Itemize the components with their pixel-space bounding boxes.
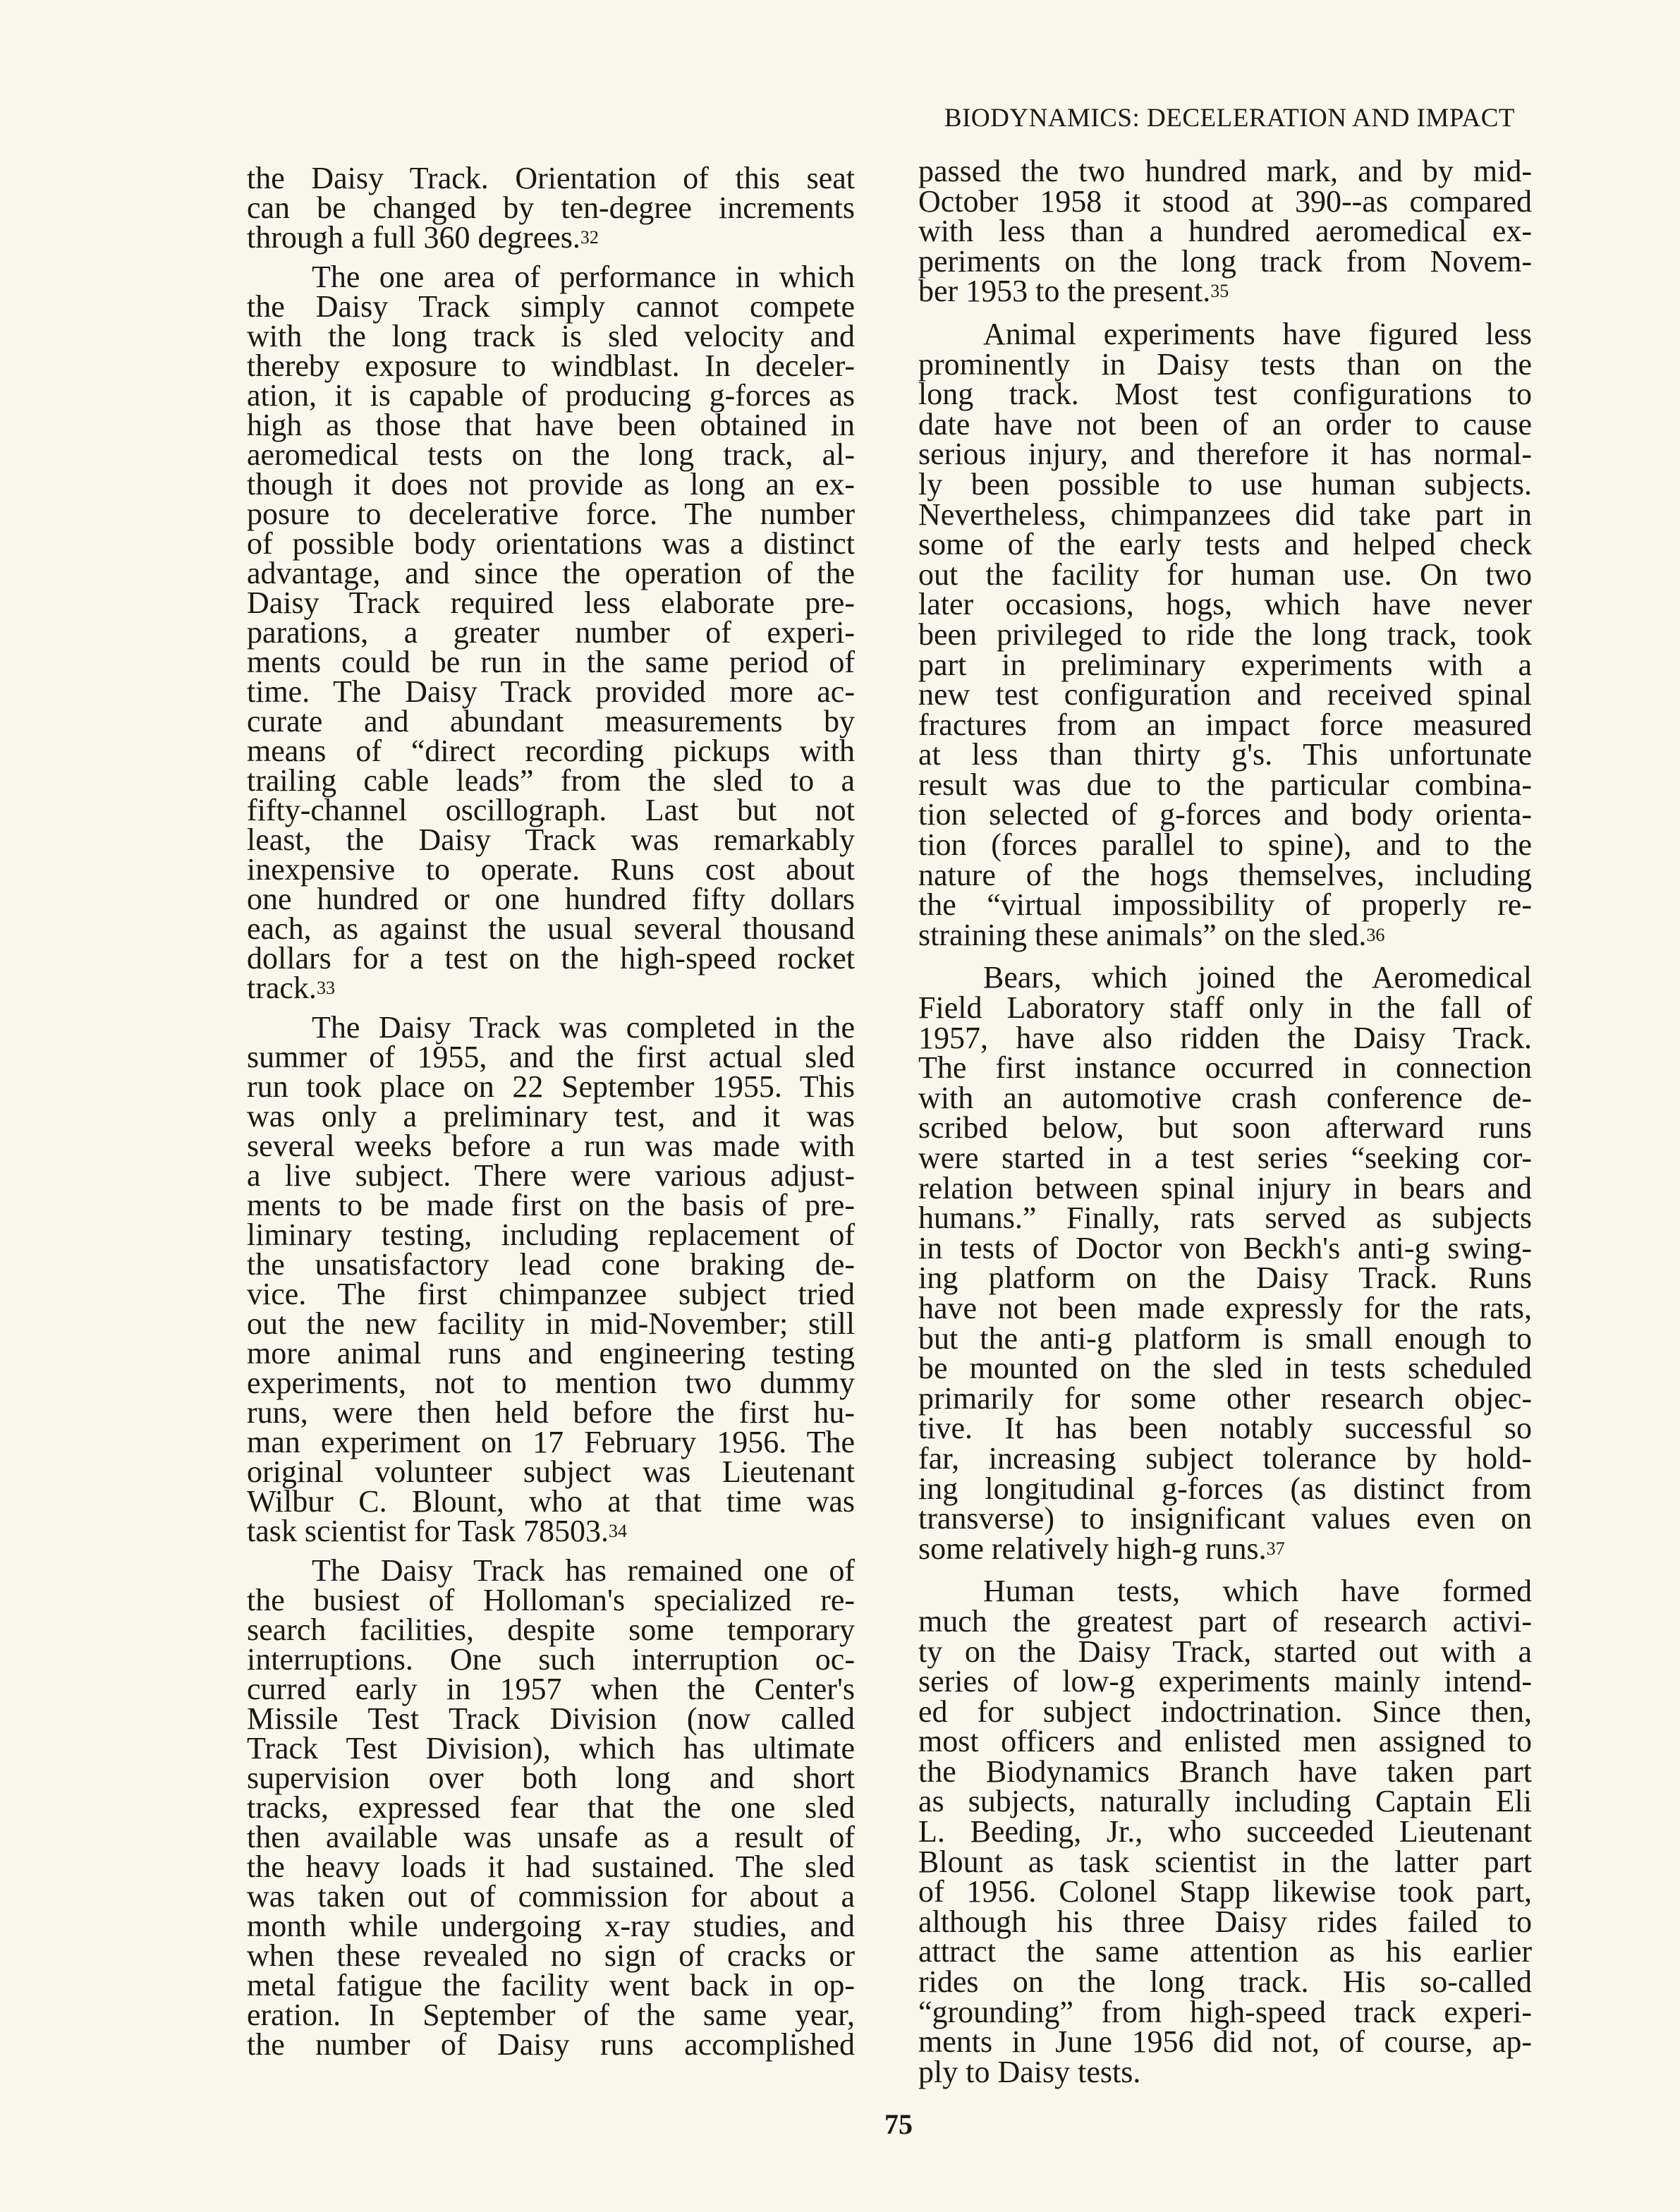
text-line [918,857,1532,892]
line-text: at less than thirty g's. This unfortunate [918,737,1532,772]
text-line [247,1879,855,1914]
line-text: the Daisy Track simply cannot compete [247,289,855,324]
text-line [918,1724,1532,1759]
line-text: advantage, and since the operation of the [247,556,855,590]
line-text: some of the early tests and helped check [918,527,1532,562]
line-text: attract the same attention as his earlier [918,1934,1532,1969]
line-text: vice. The first chimpanzee subject tried [247,1277,855,1311]
text-line [247,1553,855,1588]
line-text: with less than a hundred aeromedical ex- [918,214,1532,249]
text-line [247,1909,855,1943]
text-line [918,1634,1532,1669]
text-line [918,1290,1532,1325]
text-line [918,1844,1532,1879]
line-text: long track. Most test configurations to [918,377,1532,412]
line-text: prominently in Daisy tests than on the [918,346,1532,382]
line-text: metal fatigue the facility went back in op- [247,1968,855,2003]
text-line [918,214,1532,249]
paragraph [918,154,1532,309]
text-line [247,1672,855,1706]
text-line [918,316,1532,351]
text-line [918,1351,1532,1386]
line-text: The one area of performance in which [312,260,855,294]
text-line [247,1040,855,1074]
line-text: but the anti-g platform is small enough to [918,1320,1532,1356]
line-text: passed the two hundred mark, and by mid- [918,154,1532,188]
line-text: have not been made expressly for the rats, [918,1290,1532,1325]
text-line [918,527,1532,562]
line-text: month while undergoing x-ray studies, and [247,1909,855,1943]
text-line [918,737,1532,772]
text-line [918,1934,1532,1969]
line-text: through a full 360 degrees. [247,220,580,255]
line-text: with an automotive crash conference de- [918,1080,1532,1115]
line-text: thereby exposure to windblast. In deceler- [247,348,855,383]
text-line [918,1143,1532,1174]
line-text: fractures from an impact force measured [918,707,1532,742]
text-line [247,1158,855,1193]
line-text: much the greatest part of research activi- [918,1603,1532,1639]
line-text: most officers and enlisted men assigned to [918,1724,1532,1759]
line-text: new test configuration and received spinal [918,677,1532,712]
paragraph [247,1553,855,2062]
text-line [247,1336,855,1371]
text-line [247,882,855,916]
line-text: Daisy Track required less elaborate pre- [247,585,855,620]
line-text: the Biodynamics Branch have taken part [918,1754,1532,1789]
line-text: nature of the hogs themselves, including [918,857,1532,892]
line-text: summer of 1955, and the first actual sled [247,1040,855,1074]
paragraph [918,960,1532,1566]
text-line [918,183,1532,219]
text-line [918,1603,1532,1639]
text-line [247,1131,855,1161]
text-line [918,1020,1532,1055]
line-text: Missile Test Track Division (now called [247,1701,855,1736]
text-line [247,408,855,442]
text-line [918,1814,1532,1849]
line-text: as subjects, naturally including Captain Eli [918,1784,1532,1819]
line-text: runs, were then held before the first hu- [247,1395,855,1430]
text-line [247,674,855,709]
text-line [918,827,1532,863]
line-text: far, increasing subject tolerance by hold- [918,1440,1532,1476]
paragraph [247,262,855,1003]
line-text: scribed below, but soon afterward runs [918,1110,1532,1146]
text-line [247,852,855,887]
line-text: search facilities, despite some temporary [247,1612,855,1647]
line-text: tracks, expressed fear that the one sled [247,1790,855,1825]
text-line [247,348,855,383]
text-line [918,1080,1532,1115]
line-text: Field Laboratory staff only in the fall of [918,990,1532,1026]
text-line [918,1230,1532,1265]
line-text: dollars for a test on the high-speed rocket [247,941,855,976]
text-line [918,466,1532,502]
line-text: run took place on 22 September 1955. This [247,1069,855,1104]
text-line [918,2024,1532,2060]
line-text: original volunteer subject was Lieutenant [247,1454,855,1489]
line-text: curate and abundant measurements by [247,704,855,739]
running-header: BIODYNAMICS: DECELERATION AND IMPACT [944,104,1515,133]
line-text: eration. In September of the same year, [247,1998,855,2032]
text-line [918,379,1532,410]
line-text: Bears, which joined the Aeromedical [983,960,1532,995]
line-text: “grounding” from high-speed track experi- [918,1994,1532,2029]
line-text: been privileged to ride the long track, took [918,616,1532,652]
line-text: fifty-channel oscillograph. Last but not [247,793,855,827]
line-text: ly been possible to use human subjects. [918,466,1532,502]
line-text: the heavy loads it had sustained. The sled [247,1849,855,1884]
line-text: with the long track is sled velocity and [247,319,855,353]
text-line [918,1320,1532,1356]
line-text: The first instance occurred in connection [918,1050,1532,1086]
line-text: humans.” Finally, rats served as subjects [918,1201,1532,1236]
text-line [247,822,855,857]
line-text: experiments, not to mention two dummy [247,1366,855,1400]
text-line [247,911,855,946]
text-line [247,1099,855,1134]
footnote-ref: 34 [609,1521,628,1541]
text-line [247,1820,855,1854]
line-text: then available was unsafe as a result of [247,1820,855,1854]
text-line [918,1260,1532,1296]
line-text: the “virtual impossibility of properly re- [918,887,1532,923]
line-text: Blount as task scientist in the latter part [918,1844,1532,1879]
line-text: the Daisy Track. Orientation of this seat [247,161,855,195]
text-line [247,1188,855,1222]
footnote-ref: 33 [316,978,335,998]
text-line [247,190,855,225]
line-text: was taken out of commission for about a [247,1879,855,1914]
line-text: track. [247,971,317,1005]
text-line [247,585,855,620]
text-line [247,499,855,529]
line-text: part in preliminary experiments with a [918,647,1532,682]
line-text: L. Beeding, Jr., who succeeded Lieutenant [918,1814,1532,1849]
line-text: tion (forces parallel to spine), and to the [918,827,1532,863]
text-line [918,616,1532,652]
line-text: more animal runs and engineering testing [247,1336,855,1371]
text-line [247,467,855,502]
line-text: out the new facility in mid-November; still [247,1306,855,1341]
line-text: October 1958 it stood at 390--as compared [918,183,1532,219]
line-text: though it does not provide as long an ex- [247,467,855,502]
line-text: inexpensive to operate. Runs cost about [247,852,855,887]
line-text: the number of Daisy runs accomplished [247,2027,855,2062]
text-line [918,917,1532,952]
footnote-ref: 36 [1366,924,1385,945]
text-line [247,1069,855,1104]
text-line [247,704,855,739]
text-line [918,887,1532,923]
text-line [247,1217,855,1252]
paragraph [918,1576,1532,2087]
line-text: straining these animals” on the sled. [918,917,1367,952]
text-line [247,2027,855,2062]
line-text: date have not been of an order to cause [918,406,1532,442]
line-text: ments in June 1956 did not, of course, ap- [918,2024,1532,2060]
text-line [247,1612,855,1647]
text-line [918,1203,1532,1234]
line-text: relation between spinal injury in bears and [918,1170,1532,1205]
text-line [918,1501,1532,1536]
text-line [247,1010,855,1045]
line-text: was only a preliminary test, and it was [247,1099,855,1134]
line-text: some relatively high-g runs. [918,1531,1267,1566]
text-line [918,1576,1532,1607]
text-line [247,645,855,679]
line-text: ed for subject indoctrination. Since then, [918,1694,1532,1729]
line-text: the busiest of Holloman's specialized re- [247,1583,855,1617]
text-line [918,1170,1532,1205]
text-line [247,378,855,413]
text-line [918,647,1532,682]
line-text: tive. It has been notably successful so [918,1411,1532,1446]
text-line [247,1763,855,1793]
text-line [247,1701,855,1736]
right-column [918,154,1532,2100]
text-line [247,1790,855,1825]
line-text: 1957, have also ridden the Daisy Track. [918,1020,1532,1055]
line-text: tion selected of g-forces and body orienta- [918,797,1532,832]
text-line [918,1694,1532,1729]
line-text: be mounted on the sled in tests scheduled [918,1351,1532,1386]
line-text: later occasions, hogs, which have never [918,587,1532,622]
footnote-ref: 37 [1266,1538,1285,1559]
text-line [247,1968,855,2003]
text-line [247,1368,855,1398]
line-text: supervision over both long and short [247,1761,855,1795]
line-text: trailing cable leads” from the sled to a [247,763,855,798]
text-line [247,1583,855,1617]
text-line [918,1664,1532,1699]
line-text: Animal experiments have figured less [983,316,1532,351]
line-text: posure to decelerative force. The number [247,497,855,531]
line-text: Track Test Division), which has ultimate [247,1731,855,1766]
line-text: out the facility for human use. On two [918,557,1532,592]
line-text: aeromedical tests on the long track, al- [247,437,855,472]
text-line [247,289,855,324]
line-text: ing longitudinal g-forces (as distinct from [918,1471,1532,1506]
text-line [918,406,1532,442]
line-text: time. The Daisy Track provided more ac- [247,674,855,709]
text-line [247,437,855,472]
text-line [918,243,1532,279]
line-text: curred early in 1957 when the Center's [247,1672,855,1706]
line-text: least, the Daisy Track was remarkably [247,822,855,857]
text-line [918,1050,1532,1086]
line-text: several weeks before a run was made with [247,1129,855,1163]
line-text: result was due to the particular combina- [918,767,1532,802]
text-line [918,1964,1532,2000]
text-line [247,615,855,650]
text-line [918,990,1532,1026]
line-text: ply to Daisy tests. [918,2054,1141,2089]
line-text: of 1956. Colonel Stapp likewise took part, [918,1874,1532,1909]
text-line [247,1306,855,1341]
text-line [247,1938,855,1973]
text-line [247,262,855,292]
text-line [247,1484,855,1519]
text-line [918,439,1532,470]
text-line [918,497,1532,532]
text-line [247,1277,855,1311]
footnote-ref: 32 [580,227,599,248]
line-text: The Daisy Track has remained one of [312,1553,855,1588]
line-text: ing platform on the Daisy Track. Runs [918,1260,1532,1296]
text-line [247,161,855,195]
text-line [918,1411,1532,1446]
text-line [918,346,1532,382]
text-line [247,793,855,827]
line-text: transverse) to insignificant values even on [918,1501,1532,1536]
text-line [918,2054,1532,2089]
line-text: Human tests, which have formed [983,1574,1532,1609]
text-line [247,1731,855,1766]
line-text: ments could be run in the same period of [247,645,855,679]
text-line [247,220,855,255]
text-line [918,276,1532,307]
text-line [247,1454,855,1489]
text-line [247,1514,855,1548]
line-text: one hundred or one hundred fifty dollars [247,882,855,916]
line-text: ber 1953 to the present. [918,274,1211,309]
line-text: when these revealed no sign of cracks or [247,1938,855,1973]
line-text: in tests of Doctor von Beckh's anti-g swing- [918,1230,1532,1265]
line-text: serious injury, and therefore it has normal- [918,437,1532,472]
line-text: rides on the long track. His so-called [918,1964,1532,2000]
line-text: ments to be made first on the basis of pre- [247,1188,855,1222]
line-text: The Daisy Track was completed in the [312,1010,855,1045]
paragraph [247,161,855,255]
line-text: of possible body orientations was a distinct [247,526,855,561]
text-line [918,707,1532,742]
text-line [247,1849,855,1884]
text-line [247,1642,855,1677]
text-line [247,941,855,976]
line-text: Wilbur C. Blount, who at that time was [247,1484,855,1519]
line-text: ation, it is capable of producing g-forces as [247,378,855,413]
line-text: interruptions. One such interruption oc- [247,1642,855,1677]
line-text: ty on the Daisy Track, started out with a [918,1634,1532,1669]
text-line [918,154,1532,188]
text-line [247,1247,855,1282]
text-line [918,1471,1532,1506]
text-line [918,557,1532,592]
text-line [918,1531,1532,1566]
text-line [918,1440,1532,1476]
line-text: were started in a test series “seeking cor- [918,1141,1532,1175]
text-line [247,526,855,561]
line-text: task scientist for Task 78503. [247,1514,609,1548]
line-text: periments on the long track from Novem- [918,243,1532,279]
text-line [918,1380,1532,1416]
text-line [918,1994,1532,2029]
text-line [247,556,855,590]
left-column [247,161,855,2070]
line-text: means of “direct recording pickups with [247,734,855,768]
line-text: liminary testing, including replacement of [247,1217,855,1252]
text-line [918,1904,1532,1939]
text-line [918,1110,1532,1146]
line-text: a live subject. There were various adjust- [247,1158,855,1193]
line-text: primarily for some other research objec- [918,1380,1532,1416]
footnote-ref: 35 [1210,281,1229,302]
text-line [247,2000,855,2030]
line-text: the unsatisfactory lead cone braking de- [247,1247,855,1282]
line-text: although his three Daisy rides failed to [918,1904,1532,1939]
line-text: series of low-g experiments mainly intend- [918,1664,1532,1699]
text-line [247,763,855,798]
text-line [247,973,855,1003]
text-line [247,319,855,353]
text-line [247,1425,855,1459]
text-line [247,736,855,766]
line-text: each, as against the usual several thousand [247,911,855,946]
text-line [247,1395,855,1430]
text-line [918,960,1532,995]
text-line [918,1784,1532,1819]
paragraph [918,316,1532,952]
line-text: high as those that have been obtained in [247,408,855,442]
text-line [918,767,1532,802]
line-text: parations, a greater number of experi- [247,615,855,650]
line-text: Nevertheless, chimpanzees did take part in [918,497,1532,532]
page-number: 75 [884,2108,913,2140]
text-line [918,1754,1532,1789]
text-line [918,797,1532,832]
line-text: can be changed by ten-degree increments [247,190,855,225]
paragraph [247,1010,855,1548]
line-text: man experiment on 17 February 1956. The [247,1425,855,1459]
text-line [918,1874,1532,1909]
text-line [918,587,1532,622]
text-line [918,677,1532,712]
